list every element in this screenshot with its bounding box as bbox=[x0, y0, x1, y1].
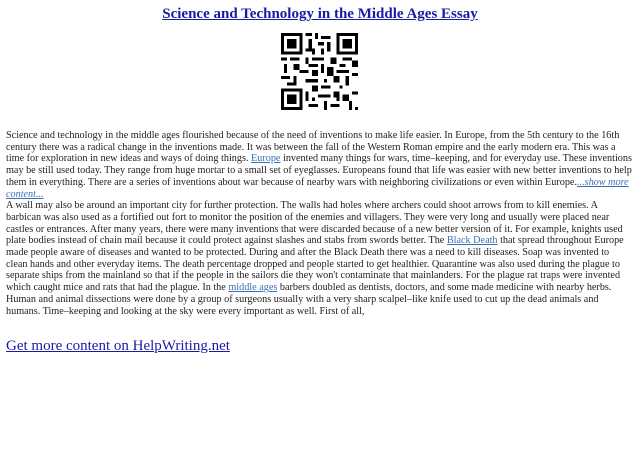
get-more-content-link[interactable]: Get more content on HelpWriting.net bbox=[6, 338, 230, 354]
paragraph-1: Science and technology in the middle ages flourished because of the need of inventions to make life easier. In Europe, from the 5th century to the 16th century there was a radical change in the inventions made. It was between the fall of the Western Roman empire and the early modern era. This was a time for exploration in new ideas and ways of doing things. Europe invented many things for wars, time–keeping, and for everyday use. These inventions may be still used today. They range from huge mortar to a small set of eyeglasses. Europeans found that life was easier with new better inventions to help them in everything. There are a series of inventions about war because of nearby wars with neighboring civilizations or even within Europe....show more content... bbox=[6, 130, 632, 200]
essay-title-link[interactable]: Science and Technology in the Middle Ages Essay bbox=[162, 6, 478, 22]
paragraph-2: A wall may also be around an important city for further protection. The walls had holes where archers could shoot arrows from to kill enemies. A barbican was also used as a fortified out fort to monitor the position of the enemies and villagers. They were very long and usually were placed near castles or entrances. After many years, there were many inventions that were discarded because of a new better version of it. For example, knights used plate bodies instead of chain mail because it could protect against slashes and stabs from swords better. The Black Death that spread throughout Europe made people aware of diseases and wanted to be protected. During and after the Black Death there was a need to kill diseases. Soap was invented to clean hands and other everyday items. The death percentage dropped and people started to get healthier. Quarantine was also used during the plague to separate ships from the mainland so that if the people in the sailors die they won't contaminate that mainlanders. For the plague rat traps were invented which caught mice and rats that had the plague. In the middle ages barbers doubled as dentists, doctors, and some made medicine with nearby herbs. Human and animal dissections were done by a group of surgeons usually with a very sharp scalpel–like knife used to cut up the dead animals and humans. Time–keeping and looking at the sky were every important as well. First of all, bbox=[6, 200, 624, 317]
europe-link[interactable]: Europe bbox=[251, 153, 281, 165]
black-death-link[interactable]: Black Death bbox=[446, 235, 498, 247]
middle-ages-link[interactable]: middle ages bbox=[228, 282, 278, 294]
show-more-link[interactable]: ...show more content... bbox=[6, 176, 629, 200]
essay-body bbox=[6, 130, 632, 317]
qr-code-icon bbox=[281, 33, 358, 110]
